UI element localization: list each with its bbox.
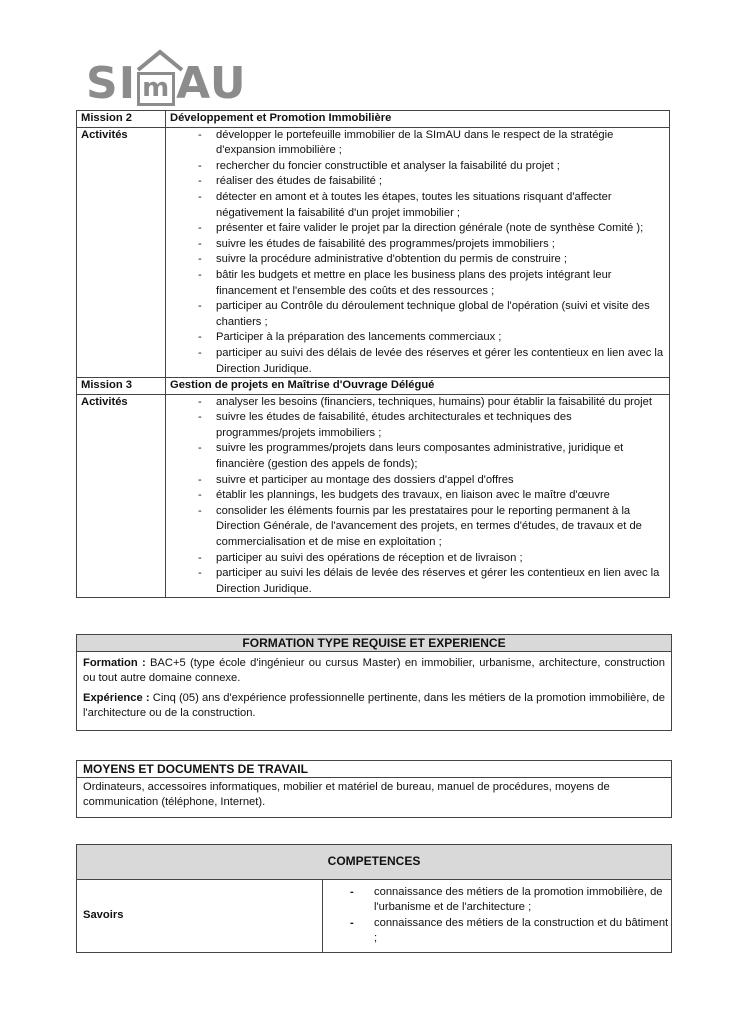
mission-3-title: Gestion de projets en Maîtrise d'Ouvrage Délégué bbox=[166, 378, 670, 395]
mission-3-activities-label: Activités bbox=[77, 394, 166, 598]
list-item: - rechercher du foncier constructible et analyser la faisabilité du projet ; bbox=[198, 159, 665, 175]
competences-table bbox=[76, 844, 672, 953]
mission-3-header-row bbox=[77, 378, 670, 395]
list-item: - participer au suivi des délais de levée des réserves et gérer les contentieux en lien avec la Direction Juridique. bbox=[198, 346, 665, 377]
mission-3-activities-list bbox=[170, 395, 665, 598]
list-item: - présenter et faire valider le projet par la direction générale (note de synthèse Comité ); bbox=[198, 221, 665, 237]
competences-heading: COMPETENCES bbox=[77, 845, 672, 880]
competences-header-row bbox=[77, 845, 672, 880]
list-item: - connaissance des métiers de la promotion immobilière, de l'urbanisme et de l'architecture ; bbox=[350, 885, 670, 916]
list-item: - Participer à la préparation des lancements commerciaux ; bbox=[198, 330, 665, 346]
mission-2-title: Développement et Promotion Immobilière bbox=[166, 111, 670, 128]
formation-label: Formation : bbox=[83, 657, 146, 669]
formation-heading: FORMATION TYPE REQUISE ET EXPERIENCE bbox=[77, 635, 671, 652]
experience-label: Expérience : bbox=[83, 691, 150, 704]
list-item: - suivre la procédure administrative d'obtention du permis de construire ; bbox=[198, 252, 665, 268]
list-item: - consolider les éléments fournis par les prestataires pour le reporting permanent à la Direction Générale, de l'avancement des projets, en termes d'études, de travaux et de commercialisation et de mise en exploitation ; bbox=[198, 504, 665, 551]
savoirs-cell bbox=[323, 880, 672, 953]
savoirs-label: Savoirs bbox=[77, 880, 323, 953]
moyens-section bbox=[76, 760, 672, 818]
list-item: - établir les plannings, les budgets des travaux, en liaison avec le maître d'œuvre bbox=[198, 488, 665, 504]
list-item: - participer au Contrôle du déroulement technique global de l'opération (suivi et visite des chantiers ; bbox=[198, 299, 665, 330]
list-item: - participer au suivi les délais de levée des réserves et gérer les contentieux en lien avec la Direction Juridique. bbox=[198, 566, 665, 597]
mission-2-header-row bbox=[77, 111, 670, 128]
mission-2-label: Mission 2 bbox=[77, 111, 166, 128]
mission-2-activities-list bbox=[170, 128, 665, 378]
mission-2-activities-row bbox=[77, 127, 670, 378]
logo-text: SI m AU bbox=[86, 58, 247, 109]
formation-text: BAC+5 (type école d'ingénieur ou cursus Master) en immobilier, urbanisme, architecture, construction ou tout autre domaine connexe. bbox=[83, 657, 666, 685]
mission-2-activities bbox=[166, 127, 670, 378]
moyens-text: Ordinateurs, accessoires informatiques, mobilier et matériel de bureau, manuel de procédures, moyens de communication (téléphone, Internet). bbox=[83, 781, 610, 809]
list-item: - suivre et participer au montage des dossiers d'appel d'offres bbox=[198, 473, 665, 489]
experience-paragraph bbox=[83, 691, 665, 722]
formation-paragraph bbox=[83, 656, 665, 687]
mission-3-activities-row bbox=[77, 394, 670, 598]
savoirs-row bbox=[77, 880, 672, 953]
missions-table bbox=[76, 110, 670, 598]
list-item: - participer au suivi des opérations de réception et de livraison ; bbox=[198, 551, 665, 567]
list-item: - développer le portefeuille immobilier de la SImAU dans le respect de la stratégie d'expansion immobilière ; bbox=[198, 128, 665, 159]
list-item: - suivre les études de faisabilité des programmes/projets immobiliers ; bbox=[198, 237, 665, 253]
savoirs-list bbox=[324, 881, 670, 951]
list-item: - bâtir les budgets et mettre en place les business plans des projets intégrant leur financement et l'ensemble des coûts et des ressources ; bbox=[198, 268, 665, 299]
mission-3-activities bbox=[166, 394, 670, 598]
simau-logo bbox=[86, 48, 246, 110]
mission-3-label: Mission 3 bbox=[77, 378, 166, 395]
moyens-heading: MOYENS ET DOCUMENTS DE TRAVAIL bbox=[77, 761, 671, 778]
list-item: - analyser les besoins (financiers, techniques, humains) pour établir la faisabilité du projet bbox=[198, 395, 665, 411]
formation-section bbox=[76, 634, 672, 731]
experience-text: Cinq (05) ans d'expérience professionnelle pertinente, dans les métiers de la promotion immobilière, de l'architecture ou de la construction. bbox=[83, 691, 665, 720]
list-item: - suivre les études de faisabilité, études architecturales et techniques des programmes/projets immobiliers ; bbox=[198, 410, 665, 441]
list-item: - suivre les programmes/projets dans leurs composantes administrative, juridique et financière (gestion des appels de fonds); bbox=[198, 441, 665, 472]
list-item: - réaliser des études de faisabilité ; bbox=[198, 174, 665, 190]
list-item: - connaissance des métiers de la construction et du bâtiment ; bbox=[350, 916, 670, 947]
formation-body bbox=[77, 652, 671, 730]
mission-2-activities-label: Activités bbox=[77, 127, 166, 378]
list-item: - détecter en amont et à toutes les étapes, toutes les situations risquant d'affecter négativement la faisabilité d'un projet immobilier ; bbox=[198, 190, 665, 221]
